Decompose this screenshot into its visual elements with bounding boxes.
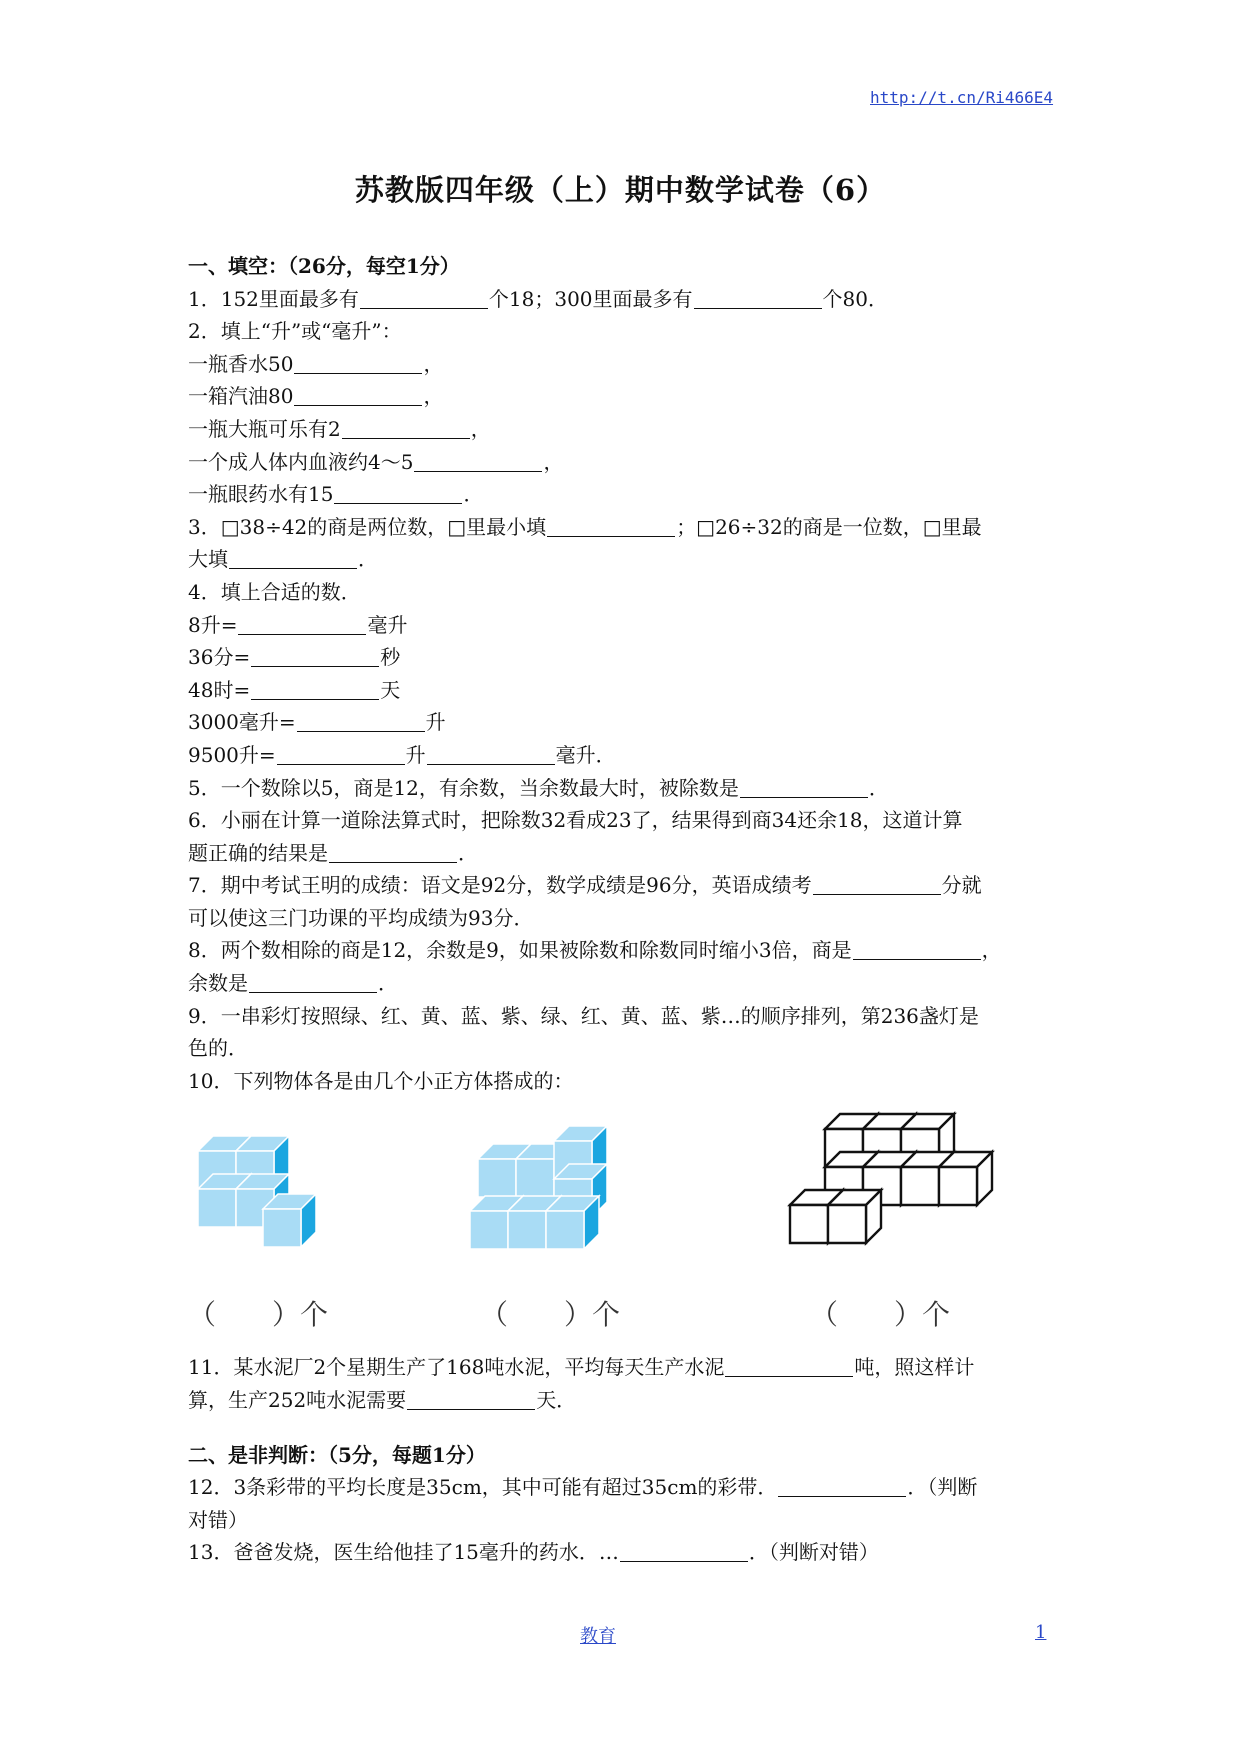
question-text: ，: [981, 938, 1002, 963]
question-line: [188, 902, 1058, 935]
figure-2-answer-blank: （ ）个: [480, 1298, 621, 1332]
question-line: [188, 1351, 1058, 1384]
answer-blank[interactable]: [547, 514, 675, 537]
question-line: [188, 1504, 1058, 1537]
question-text: ．: [458, 840, 478, 865]
question-text: 天: [380, 677, 401, 702]
question-text: ；□26÷32的商是一位数，□里最: [676, 514, 982, 539]
question-text: 12．3条彩带的平均长度是35cm，其中可能有超过35cm的彩带．: [188, 1475, 778, 1500]
question-text: 题正确的结果是: [188, 840, 328, 865]
answer-blank[interactable]: [294, 383, 422, 406]
question-text: 1．152里面最多有: [188, 286, 359, 311]
question-text: 天．: [536, 1388, 577, 1413]
cube-face: [939, 1167, 977, 1205]
question-text: 10．下列物体各是由几个小正方体搭成的：: [188, 1068, 574, 1093]
cube-face: [508, 1211, 546, 1249]
question-text: 毫升: [367, 612, 408, 637]
question-text: 对错）: [188, 1507, 248, 1532]
answer-blank[interactable]: [342, 416, 470, 439]
question-text: 算，生产252吨水泥需要: [188, 1388, 407, 1413]
answer-blank[interactable]: [694, 286, 822, 309]
question-text: 吨，照这样计: [854, 1355, 975, 1380]
question-line: [188, 348, 1058, 381]
fill-in-questions-continued: [188, 1351, 1058, 1416]
cube-face: [901, 1167, 939, 1205]
question-text: 5．一个数除以5，商是12，有余数，当余数最大时，被除数是: [188, 775, 739, 800]
true-false-questions: [188, 1471, 1058, 1569]
question-text: 毫升．: [555, 742, 616, 767]
cube-face: [546, 1211, 584, 1249]
question-line: [188, 772, 1058, 805]
question-line: [188, 446, 1058, 479]
question-text: 7．期中考试王明的成绩：语文是92分，数学成绩是96分，英语成绩考: [188, 873, 812, 898]
answer-blank[interactable]: [620, 1539, 748, 1562]
question-line: [188, 1065, 1058, 1098]
question-text: 4．填上合适的数．: [188, 579, 361, 604]
question-text: 8．两个数相除的商是12，余数是9，如果被除数和除数同时缩小3倍，商是: [188, 938, 852, 963]
answer-blank[interactable]: [813, 872, 941, 895]
cube-face: [198, 1189, 236, 1227]
question-text: 一瓶大瓶可乐有2: [188, 416, 341, 441]
question-text: 2．填上“升”或“毫升”：: [188, 319, 402, 344]
question-text: ，: [470, 416, 491, 441]
question-text: ．: [868, 775, 889, 800]
answer-blank[interactable]: [360, 286, 488, 309]
answer-blank[interactable]: [297, 709, 425, 732]
question-line: [188, 609, 1058, 642]
cube-figures: [188, 1101, 1058, 1345]
answer-blank[interactable]: [414, 449, 542, 472]
question-line: [188, 869, 1058, 902]
question-text: 一个成人体内血液约4～5: [188, 449, 414, 474]
section-heading-fill-in: 一、填空：（26分，每空1分）: [188, 254, 460, 278]
question-text: ．: [463, 482, 484, 507]
question-text: 个18；300里面最多有: [488, 286, 693, 311]
cube-figure-3: [780, 1101, 995, 1291]
question-text: 9．一串彩灯按照绿、红、黄、蓝、紫、绿、红、黄、蓝、紫…的顺序排列，第236盏灯是: [188, 1003, 979, 1028]
question-line: [188, 739, 1058, 772]
question-text: ．（判断对错）: [748, 1540, 879, 1565]
question-text: 6．小丽在计算一道除法算式时，把除数32看成23了，结果得到商34还余18，这道计算: [188, 808, 963, 833]
question-text: 8升=: [188, 612, 238, 637]
cube-face: [470, 1211, 508, 1249]
question-line: [188, 478, 1058, 511]
answer-blank[interactable]: [329, 840, 457, 863]
header-url-link[interactable]: http://t.cn/Ri466E4: [870, 88, 1054, 107]
question-line: [188, 1536, 1058, 1569]
question-text: 色的．: [188, 1036, 248, 1061]
fill-in-questions: [188, 283, 1058, 1098]
answer-blank[interactable]: [427, 742, 555, 765]
question-text: 一瓶眼药水有15: [188, 482, 334, 507]
question-line: [188, 1471, 1058, 1504]
question-text: ，: [543, 449, 564, 474]
exam-content: [188, 250, 1058, 1569]
question-line: [188, 283, 1058, 316]
question-text: 余数是: [188, 971, 248, 996]
question-text: 3．□38÷42的商是两位数，□里最小填: [188, 514, 547, 539]
answer-blank[interactable]: [778, 1474, 906, 1497]
cube-face: [516, 1159, 554, 1197]
figure-3-answer-blank: （ ）个: [810, 1298, 951, 1332]
cube-figure-1: [178, 1101, 348, 1291]
page-number: 1: [1035, 1622, 1047, 1643]
cube-face: [478, 1159, 516, 1197]
question-line: [188, 543, 1058, 576]
answer-blank[interactable]: [251, 677, 379, 700]
question-text: 升: [405, 742, 426, 767]
question-text: 11．某水泥厂2个星期生产了168吨水泥，平均每天生产水泥: [188, 1355, 725, 1380]
question-text: 9500升=: [188, 742, 276, 767]
answer-blank[interactable]: [853, 937, 981, 960]
answer-blank[interactable]: [277, 742, 405, 765]
cube-face: [790, 1205, 828, 1243]
question-line: [188, 706, 1058, 739]
question-line: [188, 641, 1058, 674]
question-line: [188, 1032, 1058, 1065]
figure-1-answer-blank: （ ）个: [188, 1298, 329, 1332]
question-line: [188, 380, 1058, 413]
answer-blank[interactable]: [229, 546, 357, 569]
section-heading-true-false: 二、是非判断：（5分，每题1分）: [188, 1442, 486, 1467]
question-line: [188, 1384, 1058, 1417]
question-line: [188, 934, 1058, 967]
answer-blank[interactable]: [238, 612, 366, 635]
answer-blank[interactable]: [725, 1354, 853, 1377]
cube-face: [263, 1209, 301, 1247]
question-line: [188, 837, 1058, 870]
question-text: 一箱汽油80: [188, 384, 294, 409]
question-text: ．: [378, 971, 398, 996]
answer-blank[interactable]: [740, 775, 868, 798]
question-text: ．: [358, 547, 378, 572]
footer-link[interactable]: 教育: [580, 1626, 616, 1647]
page-title: 苏教版四年级（上）期中数学试卷（6）: [354, 173, 887, 207]
question-text: 大填: [188, 547, 228, 572]
question-text: 升: [425, 710, 446, 735]
question-line: [188, 315, 1058, 348]
question-line: [188, 511, 1058, 544]
cube-figure-2: [450, 1101, 620, 1291]
question-text: 一瓶香水50: [188, 351, 294, 376]
question-line: [188, 1000, 1058, 1033]
question-text: 3000毫升=: [188, 710, 296, 735]
question-text: ，: [423, 384, 444, 409]
question-text: 13．爸爸发烧，医生给他挂了15毫升的药水．…: [188, 1540, 619, 1565]
question-text: 分就: [941, 873, 982, 898]
question-text: 个80．: [822, 286, 888, 311]
answer-blank[interactable]: [251, 644, 379, 667]
question-line: [188, 413, 1058, 446]
question-line: [188, 674, 1058, 707]
question-text: 秒: [380, 645, 401, 670]
cube-face: [828, 1205, 866, 1243]
question-line: [188, 967, 1058, 1000]
question-text: 48时=: [188, 677, 251, 702]
question-text: 可以使这三门功课的平均成绩为93分．: [188, 905, 534, 930]
answer-blank[interactable]: [334, 481, 462, 504]
question-text: 36分=: [188, 645, 251, 670]
answer-blank[interactable]: [249, 970, 377, 993]
question-line: [188, 804, 1058, 837]
question-text: ，: [423, 351, 444, 376]
question-line: [188, 576, 1058, 609]
answer-blank[interactable]: [407, 1387, 535, 1410]
question-text: ．（判断: [907, 1475, 978, 1500]
answer-blank[interactable]: [294, 351, 422, 374]
